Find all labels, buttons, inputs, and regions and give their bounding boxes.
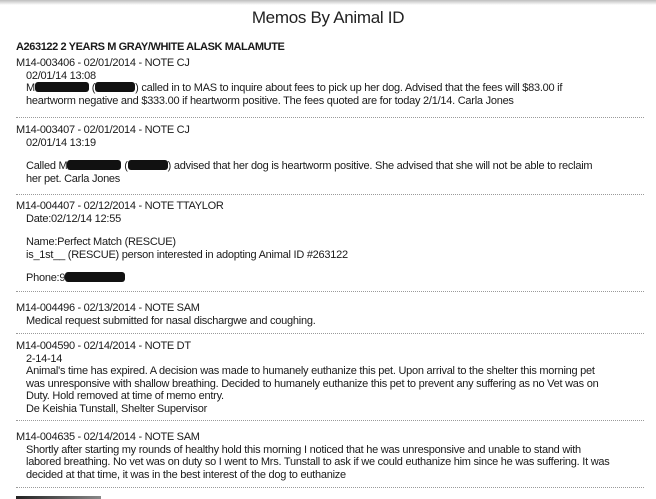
memo-line — [26, 160, 646, 173]
memo-entry — [16, 431, 646, 481]
memo-line — [26, 82, 646, 95]
memo-text: ) advised that her dog is heartworm positive. She advised that she will not be able to reclaim — [167, 160, 593, 172]
memo-line: was unresponsive with shallow breathing. Decided to humanely euthanize this pet to prevent any suffering as no Vet was on — [26, 377, 599, 390]
redacted-phone — [128, 160, 168, 170]
redacted-name — [67, 160, 121, 170]
redacted-phone — [95, 82, 135, 92]
memo-entry — [16, 340, 646, 415]
memo-text: Called M — [26, 160, 68, 172]
memo-header: M14-004496 - 02/13/2014 - NOTE SAM — [16, 302, 200, 314]
report-title: Memos By Animal ID — [251, 8, 405, 27]
memo-text: Phone:9 — [26, 272, 66, 284]
memo-line: Animal's time has expired. A decision was made to humanely euthanize this pet. Upon arrival to the shelter this morning pet — [26, 365, 595, 377]
memo-body — [16, 353, 646, 416]
memo-body — [16, 213, 646, 285]
memo-header: M14-004407 - 02/12/2014 - NOTE TTAYLOR — [16, 200, 224, 212]
memo-line: Shortly after starting my rounds of healthy hold this morning I noticed that he was unresponsive and unable to stand with — [26, 443, 581, 456]
redacted-phone — [65, 272, 125, 282]
dotted-divider — [16, 291, 644, 292]
memo-entry — [16, 124, 646, 185]
animal-header: A263122 2 YEARS M GRAY/WHITE ALASK MALAMUTE — [16, 41, 285, 53]
memo-text: ) called in to MAS to inquire about fees to pick up her dog. Advised that the fees will $83.00 if — [135, 82, 563, 94]
memo-line: Duty. Hold removed at time of memo entry. — [26, 390, 224, 402]
memo-line — [26, 272, 646, 285]
memo-header: M14-003406 - 02/01/2014 - NOTE CJ — [16, 57, 190, 69]
memo-entry — [16, 302, 646, 327]
memo-entry — [16, 200, 646, 285]
memo-header: M14-003407 - 02/01/2014 - NOTE CJ — [16, 124, 190, 136]
memo-text: ( — [91, 82, 96, 94]
memo-body — [16, 70, 646, 108]
dotted-divider — [16, 487, 644, 488]
memo-timestamp: 02/01/14 13:19 — [26, 136, 96, 149]
memo-line: is_1st__ (RESCUE) person interested in adopting Animal ID #263122 — [26, 248, 348, 261]
memo-body — [16, 315, 646, 328]
memo-text: M — [26, 82, 35, 94]
memo-date: 2-14-14 — [26, 352, 63, 365]
dotted-divider — [16, 194, 644, 195]
memo-body — [16, 137, 646, 186]
redacted-name — [35, 82, 89, 92]
memo-signature: De Keishia Tunstall, Shelter Supervisor — [26, 402, 208, 415]
memo-header: M14-004635 - 02/14/2014 - NOTE SAM — [16, 431, 200, 443]
memo-line: her pet. Carla Jones — [26, 172, 121, 185]
memo-timestamp: 02/01/14 13:08 — [26, 69, 96, 82]
memo-body — [16, 444, 646, 482]
memo-line: decided at that time, it was in the best interest of the dog to euthanize — [26, 468, 346, 481]
dotted-divider — [16, 420, 644, 421]
dotted-divider — [16, 333, 644, 334]
memo-line: heartworm negative and $333.00 if heartworm positive. The fees quoted are for today 2/1/14. Carla Jones — [26, 94, 514, 107]
memo-text: ( — [124, 160, 128, 172]
dotted-divider — [16, 117, 644, 118]
memo-header: M14-004590 - 02/14/2014 - NOTE DT — [16, 340, 191, 352]
scan-top-shadow — [0, 0, 656, 5]
memo-line: labored breathing. No vet was on duty so I went to Mrs. Tunstall to ask if we could euthanize him since he was suffering. It was — [26, 456, 610, 468]
memo-line: Name:Perfect Match (RESCUE) — [26, 236, 176, 248]
memo-timestamp: Date:02/12/14 12:55 — [26, 212, 121, 225]
memo-entry — [16, 57, 646, 107]
memo-line: Medical request submitted for nasal dischargwe and coughing. — [26, 314, 316, 327]
